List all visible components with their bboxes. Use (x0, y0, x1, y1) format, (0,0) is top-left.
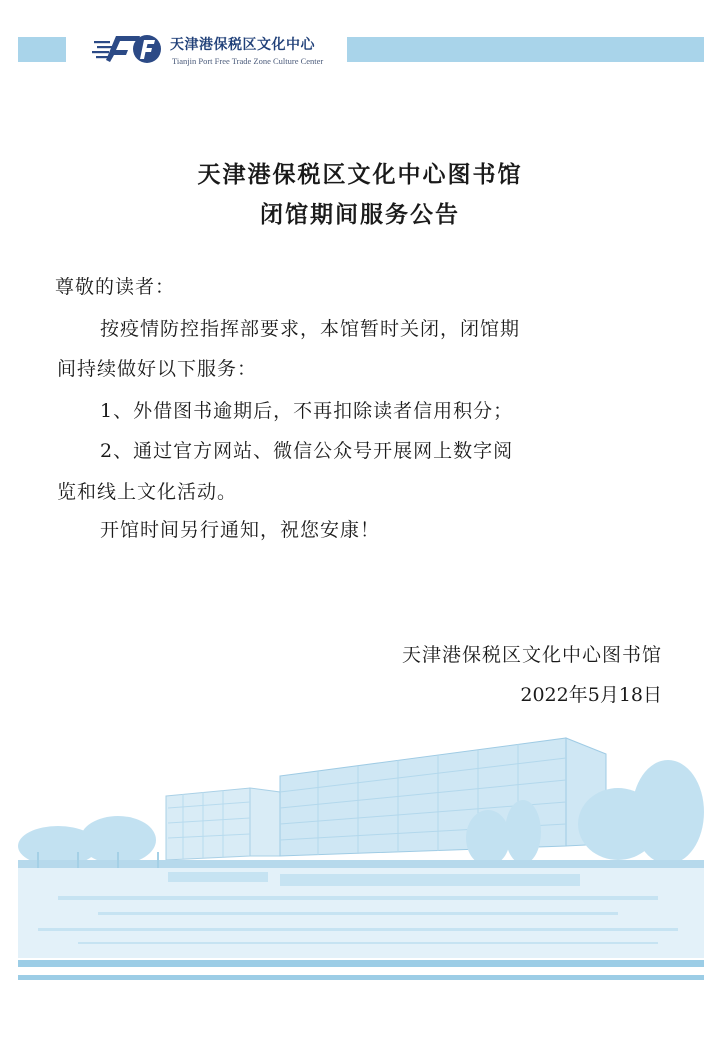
page-subtitle: 闭馆期间服务公告 (260, 201, 460, 228)
closing-remark: 开馆时间另行通知，祝您安康！ (100, 519, 381, 541)
footer-stripe-bottom (18, 975, 704, 980)
service-item-2-line1: 2、通过官方网站、微信公众号开展网上数字阅 (100, 440, 514, 462)
salutation: 尊敬的读者： (55, 276, 176, 298)
page-title: 天津港保税区文化中心图书馆 (197, 161, 523, 188)
signature-org: 天津港保税区文化中心图书馆 (401, 644, 662, 666)
tfc-logo-icon (92, 32, 162, 66)
service-item-1: 1、外借图书逾期后，不再扣除读者信用积分； (100, 400, 514, 422)
notice-paragraph-line2: 间持续做好以下服务： (57, 358, 258, 380)
service-item-2-line2: 览和线上文化活动。 (57, 481, 238, 503)
notice-paragraph-line1: 按疫情防控指挥部要求，本馆暂时关闭，闭馆期 (100, 318, 521, 340)
signature-date: 2022年5月18日 (520, 684, 662, 706)
library-building-illustration (18, 728, 704, 958)
header-accent-bar-left (18, 37, 66, 62)
org-name: 天津港保税区文化中心 (170, 37, 315, 53)
org-name-english: Tianjin Port Free Trade Zone Culture Center (172, 56, 324, 66)
footer-stripe-top (18, 960, 704, 967)
header-accent-bar-right (347, 37, 704, 62)
